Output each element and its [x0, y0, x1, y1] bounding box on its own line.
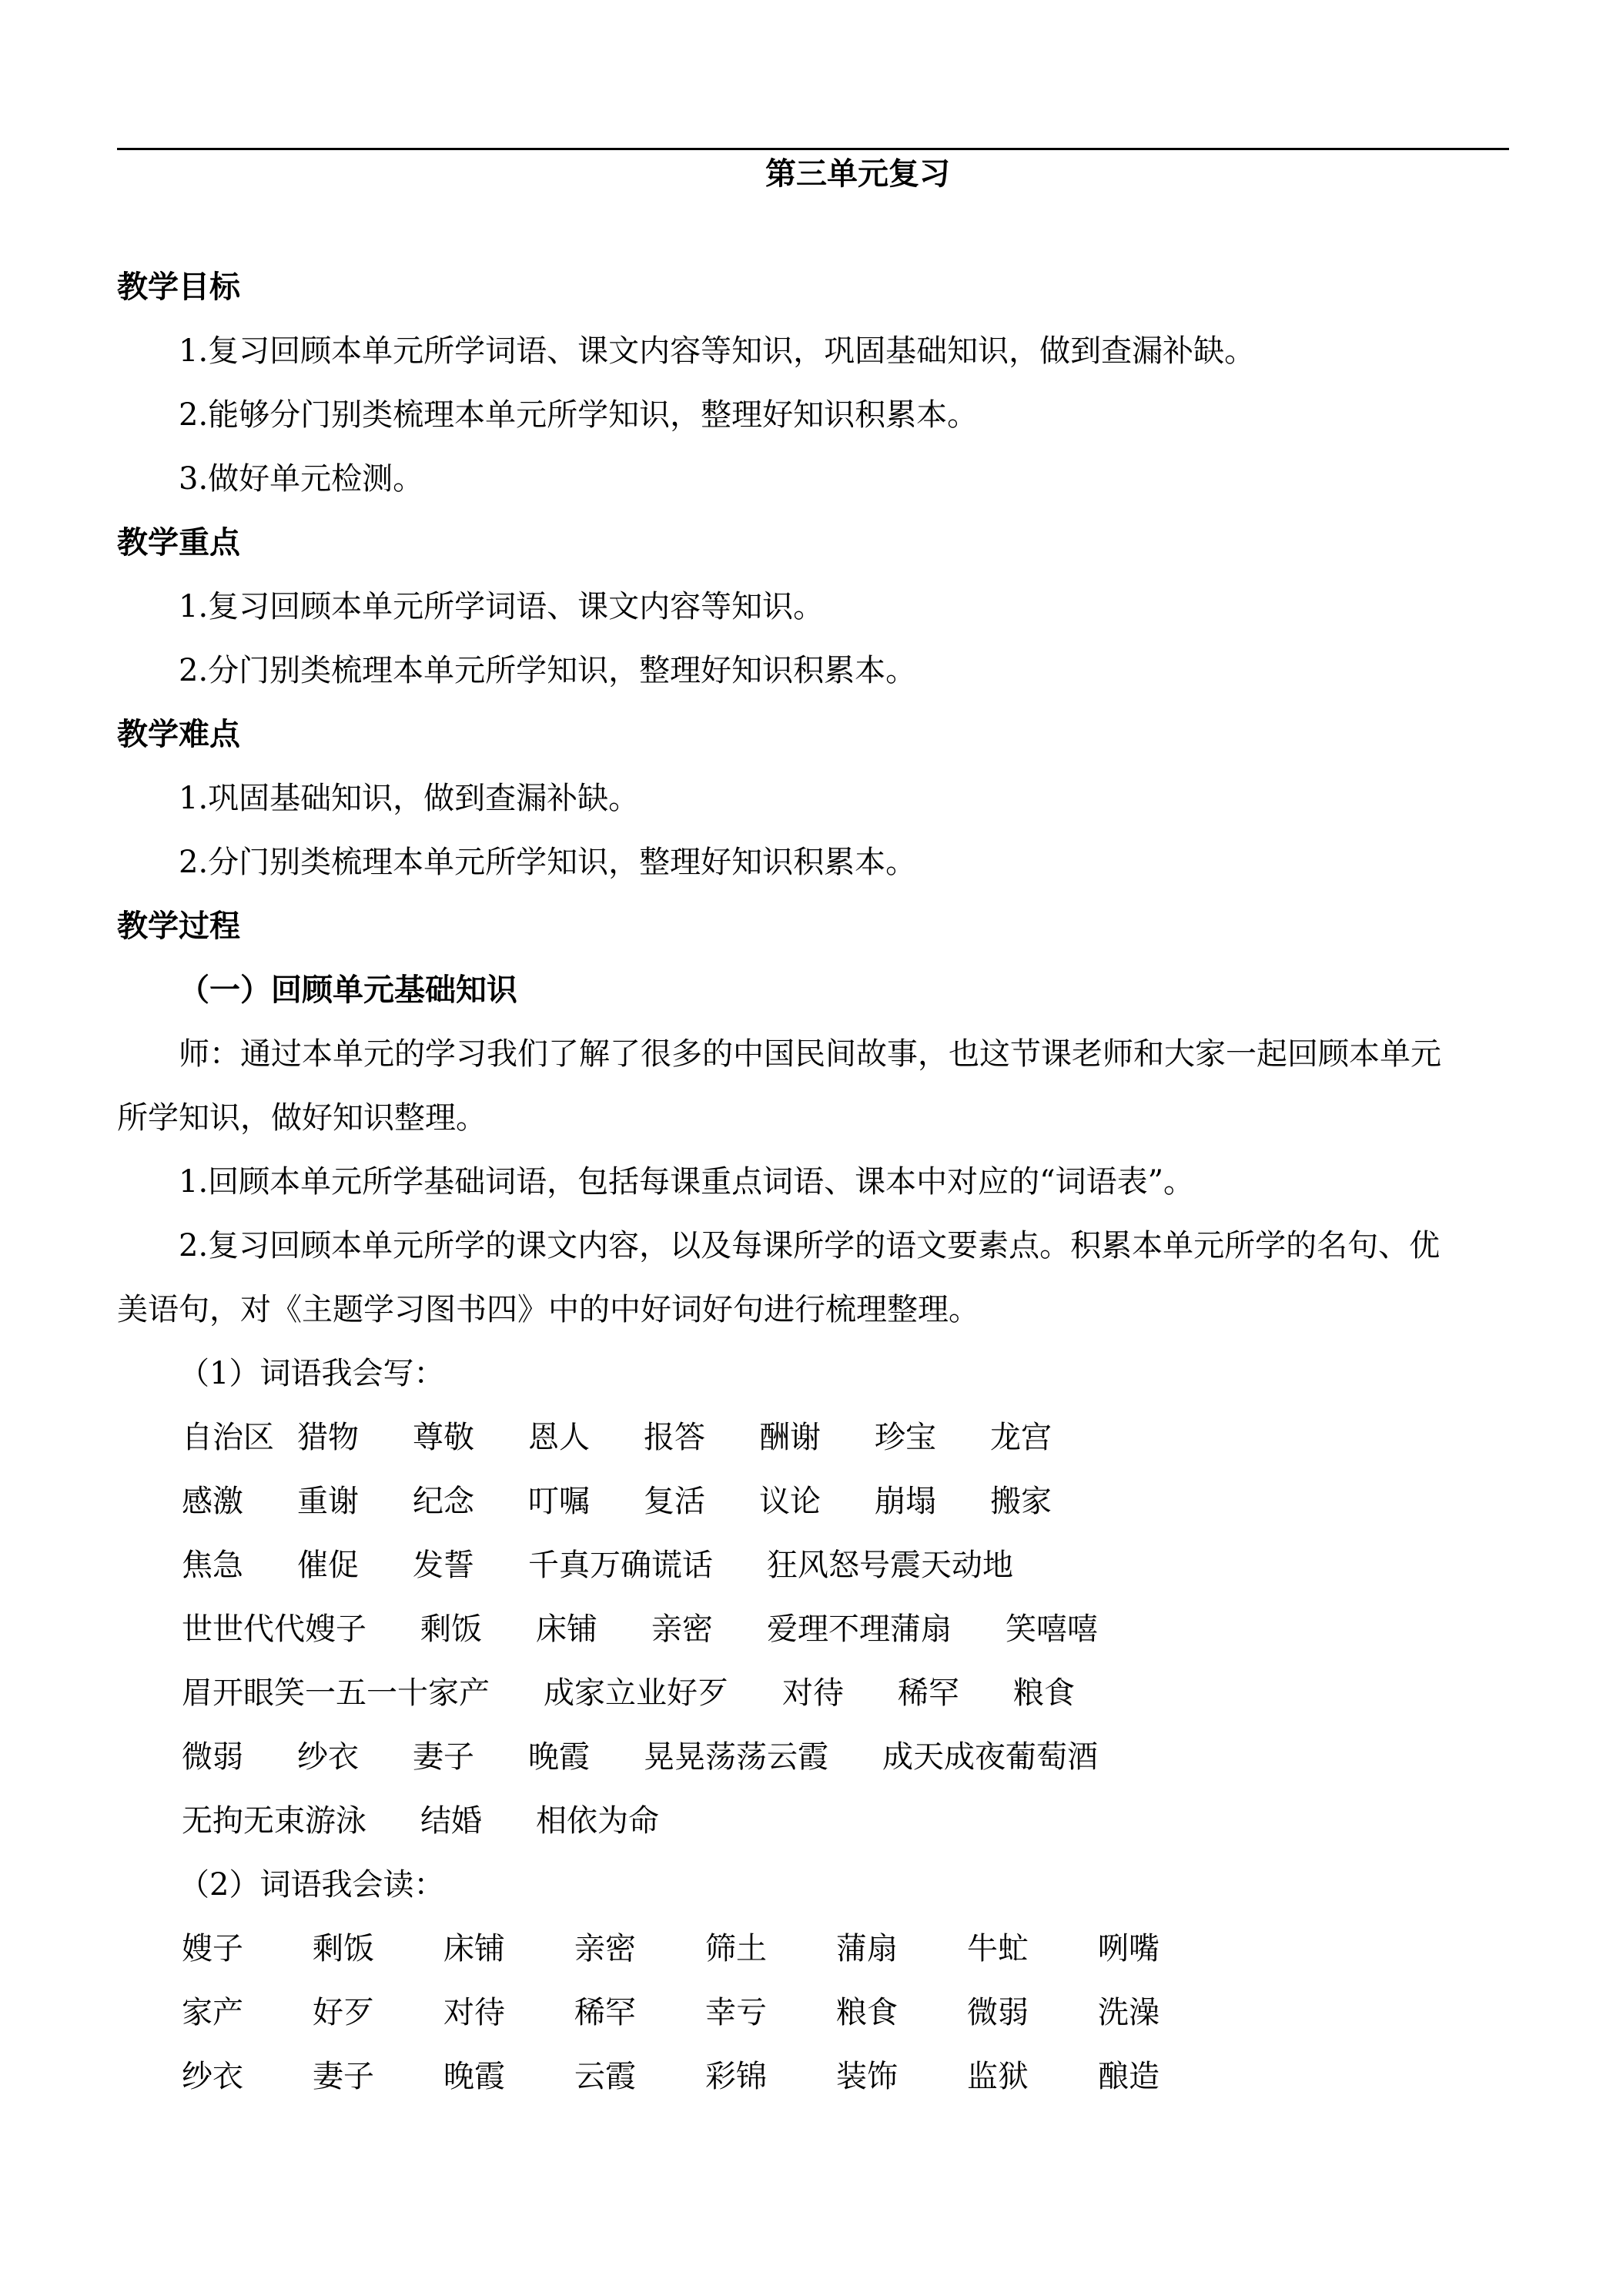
key-points-heading: 教学重点: [117, 525, 240, 561]
vocab-word: 崩塌: [875, 1484, 936, 1519]
teacher-line-1: 师：通过本单元的学习我们了解了很多的中国民间故事，也这节课老师和大家一起回顾本单元: [179, 1036, 1441, 1072]
objective-item: 2.能够分门别类梳理本单元所学知识，整理好知识积累本。: [179, 397, 979, 433]
vocab-word: 粮食: [1013, 1675, 1075, 1711]
vocab-word: 家产: [428, 1675, 490, 1711]
vocab-word: 发誓: [413, 1548, 474, 1583]
vocab-word: 尊敬: [413, 1420, 474, 1455]
vocab-word: 感激: [182, 1484, 243, 1519]
vocab-word: 无拘无束: [182, 1803, 305, 1839]
vocab-word: 微弱: [967, 1995, 1029, 2030]
vocab-word: 剩饭: [313, 1931, 374, 1966]
vocab-word: 监狱: [967, 2059, 1029, 2094]
vocab-word: 咧嘴: [1098, 1931, 1160, 1966]
vocab-word: 狂风怒号: [767, 1548, 890, 1583]
vocab-word: 游泳: [305, 1803, 366, 1839]
vocab-word: 眉开眼笑: [182, 1675, 305, 1711]
vocab-word: 好歹: [313, 1995, 374, 2030]
vocab-word: 成家立业: [544, 1675, 667, 1711]
vocab-word: 搬家: [990, 1484, 1052, 1519]
vocab-word: 复活: [644, 1484, 705, 1519]
vocab-word: 谎话: [651, 1548, 713, 1583]
step-2-line-2: 美语句，对《主题学习图书四》中的中好词好句进行梳理整理。: [117, 1292, 979, 1327]
vocab-word: 彩锦: [705, 2059, 767, 2094]
difficulty-item: 1.巩固基础知识，做到查漏补缺。: [179, 781, 640, 816]
key-point-item: 2.分门别类梳理本单元所学知识，整理好知识积累本。: [179, 653, 917, 688]
process-heading: 教学过程: [117, 909, 240, 944]
write-words-heading: （1）词语我会写：: [179, 1356, 445, 1391]
vocab-word: 笑嘻嘻: [1006, 1612, 1098, 1647]
step-1: 1.回顾本单元所学基础词语，包括每课重点词语、课本中对应的“词语表”。: [179, 1164, 1195, 1200]
vocab-word: 猎物: [297, 1420, 359, 1455]
vocab-word: 蒲扇: [836, 1931, 898, 1966]
objectives-heading: 教学目标: [117, 269, 240, 305]
vocab-word: 焦急: [182, 1548, 243, 1583]
word-row: [182, 1470, 1509, 1534]
vocab-word: 纱衣: [297, 1739, 359, 1775]
vocab-word: 妻子: [413, 1739, 474, 1775]
vocab-word: 晚霞: [443, 2059, 505, 2094]
vocab-word: 妻子: [313, 2059, 374, 2094]
objective-item: 1.复习回顾本单元所学词语、课文内容等知识，巩固基础知识，做到查漏补缺。: [179, 333, 1256, 369]
vocab-word: 珍宝: [875, 1420, 936, 1455]
vocab-word: 相依为命: [536, 1803, 659, 1839]
vocab-word: 自治区: [182, 1420, 274, 1455]
vocab-word: 对待: [782, 1675, 844, 1711]
vocab-word: 龙宫: [990, 1420, 1052, 1455]
vocab-word: 亲密: [651, 1612, 713, 1647]
vocab-word: 稀罕: [898, 1675, 959, 1711]
document-body: [117, 256, 1509, 2109]
vocab-word: 稀罕: [574, 1995, 636, 2030]
vocab-word: 床铺: [536, 1612, 597, 1647]
vocab-word: 纪念: [413, 1484, 474, 1519]
vocab-word: 对待: [443, 1995, 505, 2030]
vocab-word: 嫂子: [305, 1612, 366, 1647]
step-2-paragraph: [117, 1214, 1509, 1342]
vocab-word: 亲密: [574, 1931, 636, 1966]
vocab-word: 晚霞: [528, 1739, 590, 1775]
objective-item: 3.做好单元检测。: [179, 461, 424, 497]
vocab-word: 云霞: [767, 1739, 828, 1775]
vocab-word: 蒲扇: [890, 1612, 952, 1647]
vocab-word: 震天动地: [890, 1548, 1013, 1583]
vocab-word: 酬谢: [759, 1420, 821, 1455]
vocab-word: 催促: [297, 1548, 359, 1583]
vocab-word: 幸亏: [705, 1995, 767, 2030]
vocab-word: 酿造: [1098, 2059, 1160, 2094]
word-row: [182, 1662, 1509, 1725]
write-words-grid: [117, 1406, 1509, 1853]
step-2-line-1: 2.复习回顾本单元所学的课文内容，以及每课所学的语文要素点。积累本单元所学的名句、优: [179, 1228, 1441, 1263]
read-words-heading: （2）词语我会读：: [179, 1867, 445, 1903]
key-point-item: 1.复习回顾本单元所学词语、课文内容等知识。: [179, 589, 825, 624]
vocab-word: 装饰: [836, 2059, 898, 2094]
vocab-word: 微弱: [182, 1739, 243, 1775]
difficulties-heading: 教学难点: [117, 717, 240, 752]
vocab-word: 世世代代: [182, 1612, 305, 1647]
vocab-word: 床铺: [443, 1931, 505, 1966]
page-title: 第三单元复习: [765, 156, 950, 192]
difficulty-item: 2.分门别类梳理本单元所学知识，整理好知识积累本。: [179, 845, 917, 880]
vocab-word: 嫂子: [182, 1931, 243, 1966]
vocab-word: 云霞: [574, 2059, 636, 2094]
vocab-word: 议论: [759, 1484, 821, 1519]
teacher-line-2: 所学知识，做好知识整理。: [117, 1100, 487, 1136]
vocab-word: 叮嘱: [528, 1484, 590, 1519]
vocab-word: 千真万确: [528, 1548, 651, 1583]
part1-heading: （一）回顾单元基础知识: [179, 972, 517, 1008]
word-row: [182, 2045, 1509, 2109]
teacher-paragraph: [117, 1022, 1509, 1150]
vocab-word: 结婚: [420, 1803, 482, 1839]
vocab-word: 筛土: [705, 1931, 767, 1966]
vocab-word: 恩人: [528, 1420, 590, 1455]
word-row: [182, 1725, 1509, 1789]
vocab-word: 纱衣: [182, 2059, 243, 2094]
vocab-word: 洗澡: [1098, 1995, 1160, 2030]
vocab-word: 粮食: [836, 1995, 898, 2030]
vocab-word: 晃晃荡荡: [644, 1739, 767, 1775]
vocab-word: 牛虻: [967, 1931, 1029, 1966]
vocab-word: 剩饭: [420, 1612, 482, 1647]
vocab-word: 报答: [644, 1420, 705, 1455]
vocab-word: 爱理不理: [767, 1612, 890, 1647]
vocab-word: 好歹: [667, 1675, 728, 1711]
header-rule: [117, 148, 1509, 150]
vocab-word: 成天成夜: [882, 1739, 1006, 1775]
word-row: [182, 1981, 1509, 2045]
word-row: [182, 1789, 1509, 1853]
vocab-word: 葡萄酒: [1006, 1739, 1098, 1775]
vocab-word: 家产: [182, 1995, 243, 2030]
word-row: [182, 1534, 1509, 1598]
word-row: [182, 1917, 1509, 1981]
vocab-word: 一五一十: [305, 1675, 428, 1711]
read-words-grid: [117, 1917, 1509, 2109]
vocab-word: 重谢: [297, 1484, 359, 1519]
word-row: [182, 1598, 1509, 1662]
word-row: [182, 1406, 1509, 1470]
